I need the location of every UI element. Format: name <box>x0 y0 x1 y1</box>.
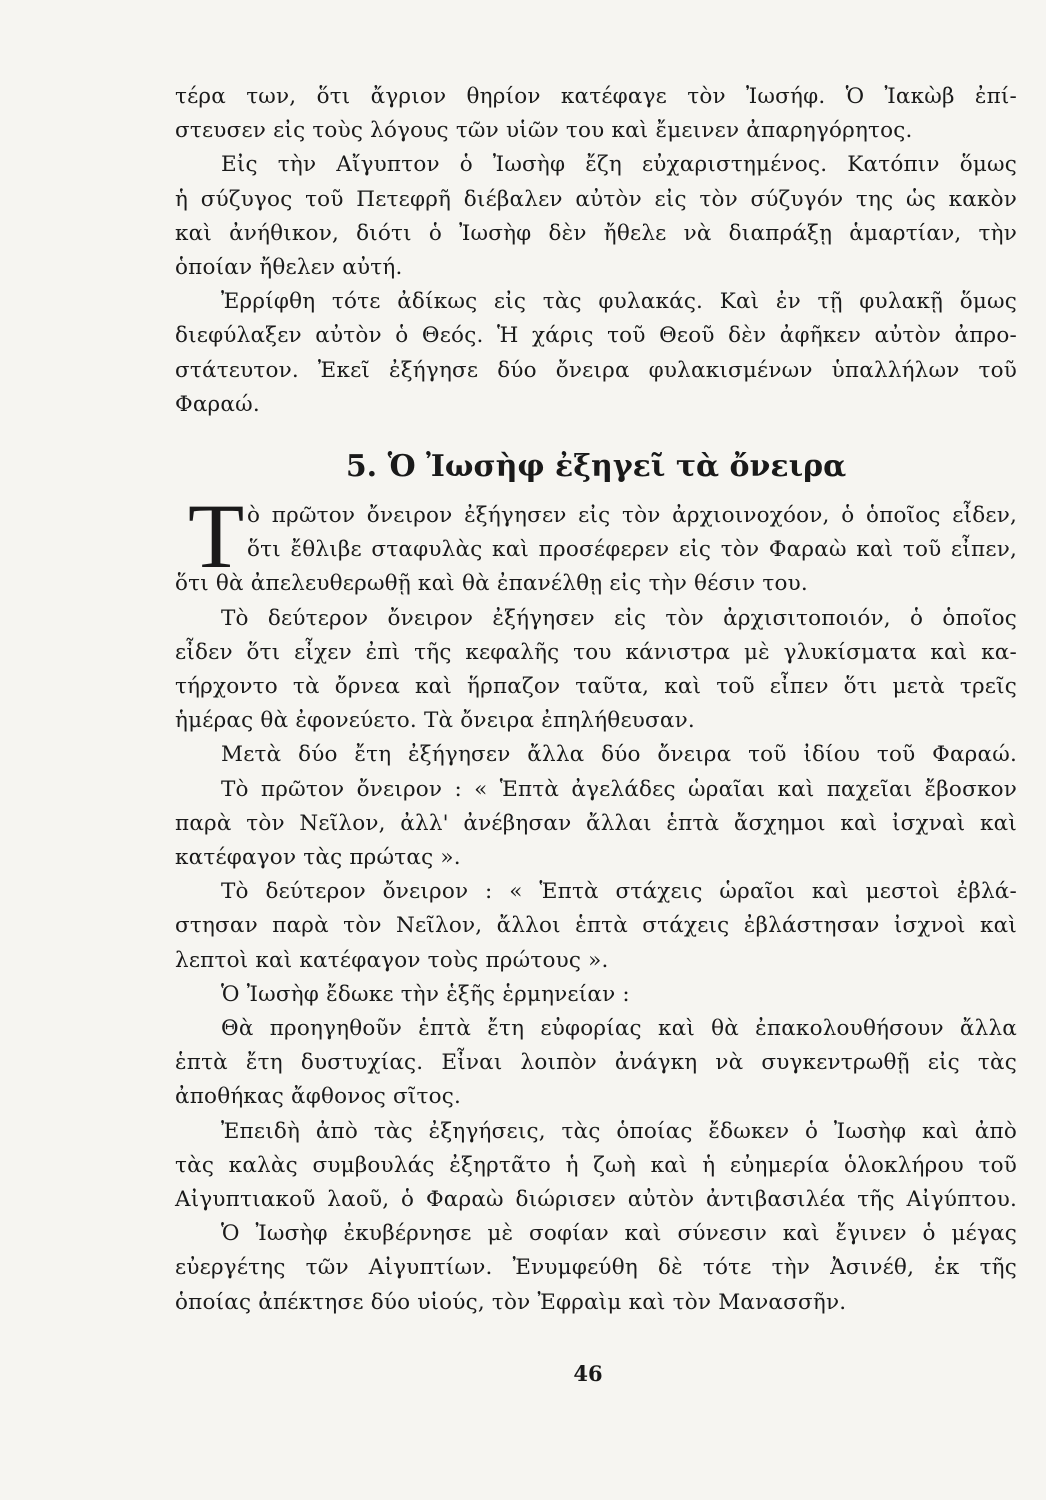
text-line: Μετὰ δύο ἔτη ἐξήγησεν ἄλλα δύο ὄνειρα τοῦ ἰδίου τοῦ Φαραώ. <box>221 742 1017 768</box>
text-line: Ἐπειδὴ ἀπὸ τὰς ἐξηγήσεις, τὰς ὁποίας ἔδωκεν ὁ Ἰωσὴφ καὶ ἀπὸ <box>221 1118 1017 1144</box>
text-line: Τὸ πρῶτον ὄνειρον : « Ἑπτὰ ἀγελάδες ὡραῖαι καὶ παχεῖαι ἔβοσκον <box>221 776 1017 802</box>
text-line: ἡ σύζυγος τοῦ Πετεφρῆ διέβαλεν αὐτὸν εἰς τὸν σύζυγόν της ὡς κακὸν <box>175 186 1017 212</box>
text-line: Θὰ προηγηθοῦν ἑπτὰ ἔτη εὐφορίας καὶ θὰ ἐπακολουθήσουν ἄλλα <box>221 1016 1017 1042</box>
text-line: Αἰγυπτιακοῦ λαοῦ, ὁ Φαραὼ διώρισεν αὐτὸν ἀντιβασιλέα τῆς Αἰγύπτου. <box>175 1187 1017 1213</box>
text-line: Φαραώ. <box>175 391 260 417</box>
text-line: ἑπτὰ ἔτη δυστυχίας. Εἶναι λοιπὸν ἀνάγκη νὰ συγκεντρωθῇ εἰς τὰς <box>175 1050 1017 1076</box>
text-line: λεπτοὶ καὶ κατέφαγον τοὺς πρώτους ». <box>175 947 609 973</box>
drop-cap: Τ <box>188 485 245 587</box>
text-line: καὶ ἀνήθικον, διότι ὁ Ἰωσὴφ δὲν ἤθελε νὰ διαπράξῃ ἁμαρτίαν, τὴν <box>175 220 1017 246</box>
text-line: τήρχοντο τὰ ὄρνεα καὶ ἥρπαζον ταῦτα, καὶ τοῦ εἶπεν ὅτι μετὰ τρεῖς <box>175 674 1017 700</box>
paragraph-block-main <box>175 485 1017 1320</box>
text-line: στάτευτον. Ἐκεῖ ἐξήγησε δύο ὄνειρα φυλακισμένων ὑπαλλήλων τοῦ <box>175 357 1017 383</box>
text-line: Ὁ Ἰωσὴφ ἐκυβέρνησε μὲ σοφίαν καὶ σύνεσιν καὶ ἔγινεν ὁ μέγας <box>221 1221 1017 1247</box>
text-line: εἶδεν ὅτι εἶχεν ἐπὶ τῆς κεφαλῆς του κάνιστρα μὲ γλυκίσματα καὶ κα- <box>175 639 1017 665</box>
text-line: Τὸ δεύτερον ὄνειρον : « Ἑπτὰ στάχεις ὡραῖοι καὶ μεστοὶ ἐβλά- <box>221 879 1017 905</box>
text-line: τέρα των, ὅτι ἄγριον θηρίον κατέφαγε τὸν Ἰωσήφ. Ὁ Ἰακὼβ ἐπί- <box>175 84 1017 109</box>
text-line: ἀποθήκας ἄφθονος σῖτος. <box>175 1084 462 1110</box>
text-line: κατέφαγον τὰς πρώτας ». <box>175 845 461 871</box>
text-line: στευσεν εἰς τοὺς λόγους τῶν υἱῶν του καὶ ἔμεινεν ἀπαρηγόρητος. <box>175 118 913 144</box>
text-line: ὅτι θὰ ἀπελευθερωθῇ καὶ θὰ ἐπανέλθῃ εἰς τὴν θέσιν του. <box>175 571 808 597</box>
text-line: ὁποίας ἀπέκτησε δύο υἱούς, τὸν Ἐφραὶμ καὶ τὸν Μανασσῆν. <box>175 1289 847 1315</box>
text-line: Ἐρρίφθη τότε ἀδίκως εἰς τὰς φυλακάς. Καὶ ἐν τῇ φυλακῇ ὅμως <box>221 289 1017 315</box>
text-line: Εἰς τὴν Αἴγυπτον ὁ Ἰωσὴφ ἔζη εὐχαριστημένος. Κατόπιν ὅμως <box>221 152 1017 178</box>
text-line: ὸ πρῶτον ὄνειρον ἐξήγησεν εἰς τὸν ἀρχιοινοχόον, ὁ ὁποῖος εἶδεν, <box>247 503 1017 528</box>
page-number: 46 <box>573 1361 603 1386</box>
paragraph-block-top <box>175 80 1017 422</box>
text-line: εὐεργέτης τῶν Αἰγυπτίων. Ἐνυμφεύθη δὲ τότε τὴν Ἀσινέθ, ἐκ τῆς <box>175 1255 1017 1281</box>
text-line: ἡμέρας θὰ ἐφονεύετο. Τὰ ὄνειρα ἐπηλήθευσαν. <box>175 708 695 734</box>
text-line: ὅτι ἔθλιβε σταφυλὰς καὶ προσέφερεν εἰς τὸν Φαραὼ καὶ τοῦ εἶπεν, <box>247 537 1017 563</box>
text-line: τὰς καλὰς συμβουλάς ἐξηρτᾶτο ἡ ζωὴ καὶ ἡ εὐημερία ὁλοκλήρου τοῦ <box>175 1152 1017 1178</box>
section-heading: 5. Ὁ Ἰωσὴφ ἐξηγεῖ τὰ ὄνειρα <box>345 449 847 484</box>
text-line: Ὁ Ἰωσὴφ ἔδωκε τὴν ἑξῆς ἑρμηνείαν : <box>221 981 630 1007</box>
text-line: παρὰ τὸν Νεῖλον, ἀλλ' ἀνέβησαν ἄλλαι ἑπτὰ ἄσχημοι καὶ ἰσχναὶ καὶ <box>175 810 1017 836</box>
text-line: στησαν παρὰ τὸν Νεῖλον, ἄλλοι ἑπτὰ στάχεις ἐβλάστησαν ἰσχνοὶ καὶ <box>175 913 1017 939</box>
text-line: ὁποίαν ἤθελεν αὐτή. <box>175 255 403 281</box>
text-line: Τὸ δεύτερον ὄνειρον ἐξήγησεν εἰς τὸν ἀρχισιτοποιόν, ὁ ὁποῖος <box>221 605 1017 631</box>
text-line: διεφύλαξεν αὐτὸν ὁ Θεός. Ἡ χάρις τοῦ Θεοῦ δὲν ἀφῆκεν αὐτὸν ἀπρο- <box>175 323 1017 349</box>
